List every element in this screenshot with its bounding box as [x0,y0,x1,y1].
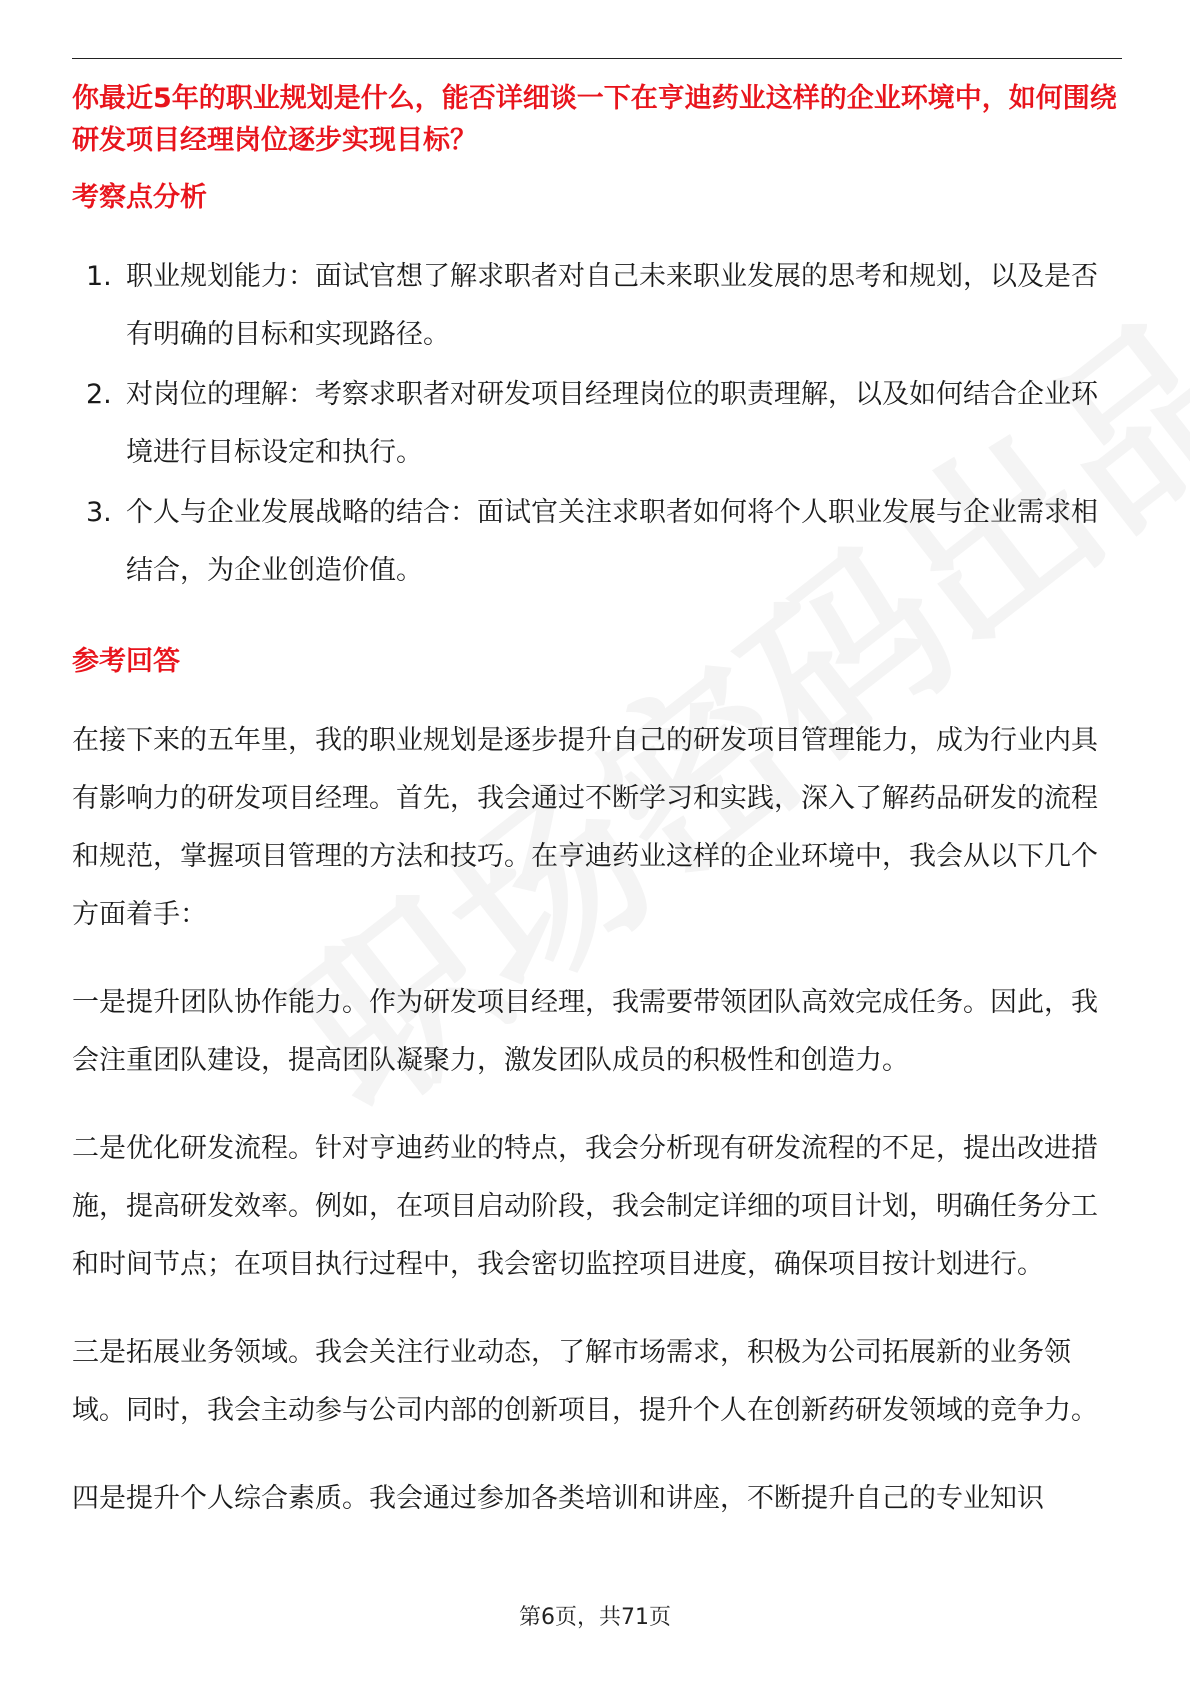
list-number: 1. [86,261,112,292]
list-number: 3. [86,497,112,528]
answer-heading: 参考回答 [72,646,180,677]
answer-paragraph: 在接下来的五年里，我的职业规划是逐步提升自己的研发项目管理能力，成为行业内具有影响力的研发项目经理。首先，我会通过不断学习和实践，深入了解药品研发的流程和规范，掌握项目管理的方法和技巧。在亨迪药业这样的企业环境中，我会从以下几个方面着手： [72,725,1098,930]
list-text: 职业规划能力：面试官想了解求职者对自己未来职业发展的思考和规划，以及是否有明确的目标和实现路径。 [126,261,1098,350]
list-text: 对岗位的理解：考察求职者对研发项目经理岗位的职责理解，以及如何结合企业环境进行目标设定和执行。 [126,379,1098,468]
analysis-heading: 考察点分析 [72,182,207,213]
answer-paragraph: 四是提升个人综合素质。我会通过参加各类培训和讲座，不断提升自己的专业知识 [72,1483,1044,1514]
list-number: 2. [86,379,112,410]
answer-paragraph: 一是提升团队协作能力。作为研发项目经理，我需要带领团队高效完成任务。因此，我会注重团队建设，提高团队凝聚力，激发团队成员的积极性和创造力。 [72,987,1098,1076]
document-body [72,78,1122,1558]
question-title: 你最近5年的职业规划是什么，能否详细谈一下在亨迪药业这样的企业环境中，如何围绕研发项目经理岗位逐步实现目标？ [72,83,1117,156]
list-text: 个人与企业发展战略的结合：面试官关注求职者如何将个人职业发展与企业需求相结合，为企业创造价值。 [126,497,1098,586]
answer-paragraph: 三是拓展业务领域。我会关注行业动态，了解市场需求，积极为公司拓展新的业务领域。同时，我会主动参与公司内部的创新项目，提升个人在创新药研发领域的竞争力。 [72,1337,1098,1426]
list-item [72,484,1122,600]
answer-paragraph: 二是优化研发流程。针对亨迪药业的特点，我会分析现有研发流程的不足，提出改进措施，提高研发效率。例如，在项目启动阶段，我会制定详细的项目计划，明确任务分工和时间节点；在项目执行过程中，我会密切监控项目进度，确保项目按计划进行。 [72,1133,1098,1280]
analysis-list [72,248,1122,600]
list-item [72,248,1122,364]
page-footer: 第6页，共71页 [519,1605,671,1630]
top-rule [72,58,1122,59]
list-item [72,366,1122,482]
